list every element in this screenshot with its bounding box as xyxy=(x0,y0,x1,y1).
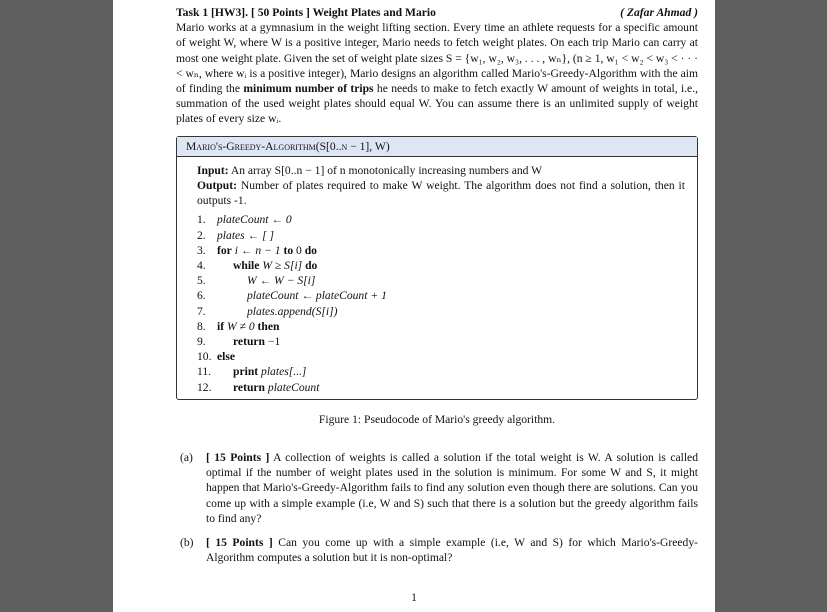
algorithm-output xyxy=(197,178,685,208)
step-keyword: else xyxy=(217,350,236,364)
step-number: 3. xyxy=(197,243,206,257)
step-2 xyxy=(197,228,685,243)
step-keyword: return xyxy=(233,380,265,394)
step-text: plateCount xyxy=(267,380,320,394)
question-text: A collection of weights is called a solution if the total weight is W. A solution is called optimal if the number of weight plates used in the solution is minimum. For some W and S, it might happen that Mario's-Greedy-Algorithm fails to find any solution even though there are solutions. Can you come up with a simple example (i.e, W and S) such that there is a solution but the greedy algorithm fails to find any? xyxy=(206,451,698,525)
step-6 xyxy=(197,288,685,303)
step-5 xyxy=(197,273,685,288)
step-11 xyxy=(197,364,685,379)
step-number: 9. xyxy=(197,335,206,349)
task-author: ( Zafar Ahmad ) xyxy=(620,6,698,19)
figure-caption: Figure 1: Pseudocode of Mario's greedy algorithm. xyxy=(318,412,556,426)
task-intro xyxy=(176,20,698,126)
step-number: 5. xyxy=(197,274,206,288)
step-text: plateCount ← 0 xyxy=(217,213,292,227)
step-1 xyxy=(197,212,685,227)
intro-end-text: he needs to make to fetch exactly W amount of weights in total, i.e., summation of the used weight plates should equal W. You can assume there is an unlimited supply of weight plates of every size wᵢ. xyxy=(176,82,699,126)
algorithm-box xyxy=(176,136,698,400)
step-text: i ← n − 1 xyxy=(234,243,281,257)
step-7 xyxy=(197,304,685,319)
step-text: plates[...] xyxy=(261,365,307,379)
input-text: An array S[0..n − 1] of n monotonically increasing numbers and W xyxy=(230,163,543,177)
algorithm-title: Mario's-Greedy-Algorithm(S[0..n − 1], W) xyxy=(177,137,697,157)
step-number: 11. xyxy=(197,365,212,379)
step-keyword: if xyxy=(217,319,225,333)
step-text: plateCount ← plateCount + 1 xyxy=(247,289,387,303)
step-keyword: return xyxy=(233,335,265,349)
intro-text: Mario works at a gymnasium in the weight lifting section. Every time an athlete requests for a specific amount of weight W, where W is a positive integer, Mario needs to fetch weight plates. On each trip Mario can carry at most one weight plate. Given the set of weight plate sizes S = {w₁, w₂, w₃, . . . , wₙ}, (n ≥ 1, w₁ < w₂ < w₃ < · · · < wₙ, where wᵢ is a positive integer), Mario designs an algorithm called Mario's-Greedy-Algorithm with the aim of finding the xyxy=(176,21,698,96)
step-text: W ≠ 0 xyxy=(227,319,255,333)
question-points: [ 15 Points ] xyxy=(206,536,273,550)
question-a xyxy=(176,450,698,526)
input-label: Input: xyxy=(197,163,229,177)
question-b xyxy=(176,535,698,565)
output-text: Number of plates required to make W weight. The algorithm does not find a solution, then it outputs -1. xyxy=(197,179,685,208)
algorithm-input xyxy=(197,163,685,178)
step-text: W ≥ S[i] xyxy=(262,259,303,273)
step-number: 12. xyxy=(197,380,212,394)
step-text: plates.append(S[i]) xyxy=(247,304,338,318)
step-number: 10. xyxy=(197,350,212,364)
task-label: Task 1 [HW3]. [ 50 Points ] Weight Plates and Mario xyxy=(176,6,436,19)
step-keyword: then xyxy=(257,319,280,333)
document-page xyxy=(113,0,715,612)
step-number: 2. xyxy=(197,228,206,242)
task-header xyxy=(176,5,698,20)
step-keyword: do xyxy=(304,243,317,257)
step-text: W ← W − S[i] xyxy=(247,274,316,288)
algorithm-steps xyxy=(197,212,685,394)
algorithm-body xyxy=(177,157,697,399)
step-text: −1 xyxy=(267,335,281,349)
step-12 xyxy=(197,380,685,395)
step-keyword: do xyxy=(305,259,318,273)
question-list xyxy=(176,450,698,565)
step-8 xyxy=(197,319,685,334)
step-text: 0 xyxy=(296,243,302,257)
step-number: 6. xyxy=(197,289,206,303)
step-3 xyxy=(197,243,685,258)
step-text: plates ← [ ] xyxy=(217,228,275,242)
question-label: (b) xyxy=(180,536,194,550)
question-text: Can you come up with a simple example (i.e, W and S) for which Mario's-Greedy-Algorithm computes a solution but it is non-optimal? xyxy=(206,536,699,565)
step-10 xyxy=(197,349,685,364)
question-label: (a) xyxy=(180,451,193,465)
step-4 xyxy=(197,258,685,273)
page-number: 1 xyxy=(411,591,417,604)
step-number: 4. xyxy=(197,259,206,273)
step-number: 8. xyxy=(197,319,206,333)
step-number: 7. xyxy=(197,304,206,318)
intro-bold-text: minimum number of trips xyxy=(243,82,374,96)
step-keyword: while xyxy=(233,259,260,273)
step-9 xyxy=(197,334,685,349)
step-keyword: to xyxy=(283,243,294,257)
page-content xyxy=(176,5,698,575)
step-keyword: for xyxy=(217,243,232,257)
output-label: Output: xyxy=(197,179,237,193)
question-points: [ 15 Points ] xyxy=(206,451,270,465)
step-number: 1. xyxy=(197,213,206,227)
step-keyword: print xyxy=(233,365,259,379)
